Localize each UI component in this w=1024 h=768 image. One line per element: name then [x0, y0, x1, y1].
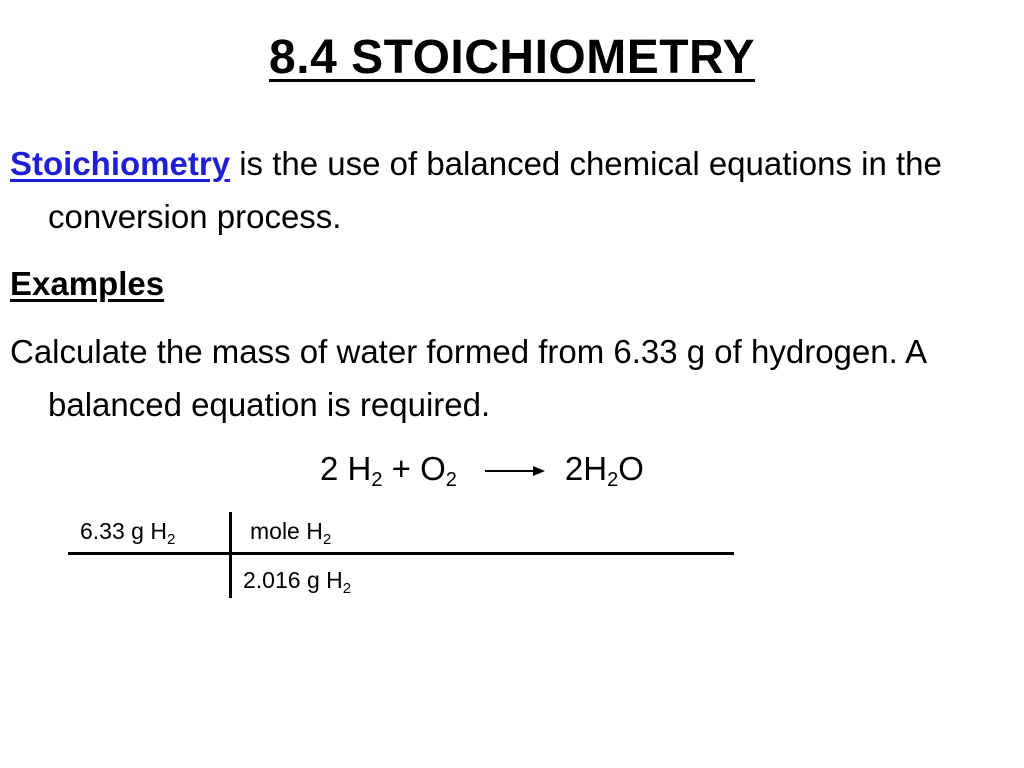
examples-heading: Examples — [10, 265, 165, 302]
conversion-top-left — [80, 518, 175, 548]
definition-paragraph — [10, 137, 1024, 243]
eq-product-h2o: 2H — [564, 450, 608, 487]
given-mass-label: 6.33 g H — [80, 518, 167, 544]
slide-title: 8.4 STOICHIOMETRY — [269, 31, 755, 84]
eq-sub-h2: 2 — [371, 469, 383, 491]
examples-paragraph — [10, 257, 1024, 310]
eq-sub-h2o: 2 — [607, 469, 619, 491]
eq-product-o: O — [618, 450, 644, 487]
eq-reactant-h2: 2 H — [320, 450, 372, 487]
balanced-equation — [320, 450, 644, 492]
problem-paragraph: Calculate the mass of water formed from 6.33 g of hydrogen. A balanced equation is required. — [10, 333, 926, 423]
conversion-horizontal-rule — [68, 552, 734, 555]
definition-text: is the use of balanced chemical equations in the conversion process. — [48, 145, 942, 235]
molar-mass-sub: 2 — [342, 580, 352, 597]
eq-sub-o2: 2 — [445, 469, 457, 491]
given-mass-sub: 2 — [166, 531, 176, 548]
mole-h2-sub: 2 — [322, 531, 332, 548]
molar-mass-label: 2.016 g H — [243, 567, 343, 593]
conversion-top-right — [250, 518, 331, 548]
conversion-vertical-rule — [229, 512, 232, 598]
reaction-arrow-icon — [485, 461, 545, 481]
conversion-bottom-right — [243, 567, 351, 597]
eq-reactant-o2: + O — [391, 450, 446, 487]
stoichiometry-term: Stoichiometry — [10, 145, 231, 182]
mole-h2-label: mole H — [250, 518, 323, 544]
